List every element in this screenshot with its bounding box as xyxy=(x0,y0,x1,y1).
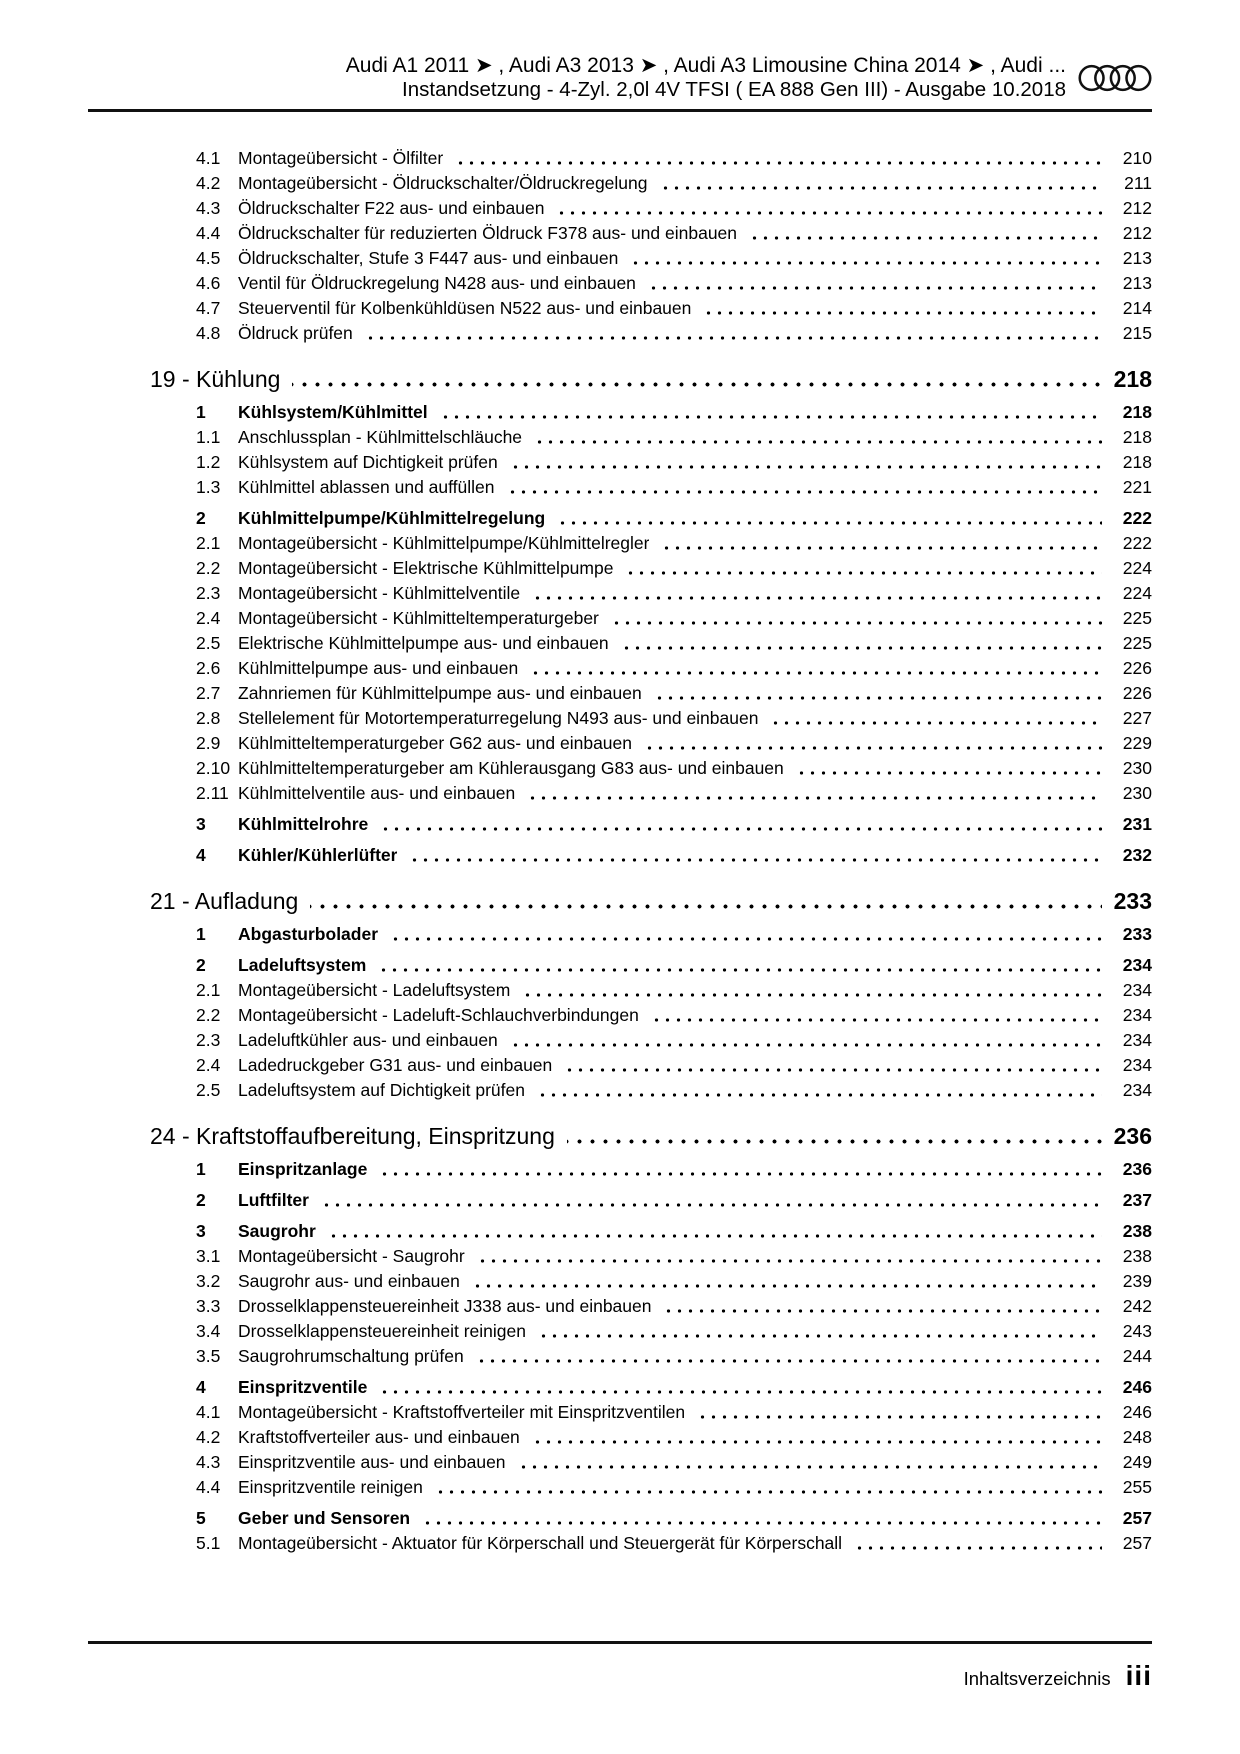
chapter-title: 21 - Aufladung xyxy=(150,888,299,914)
dot-leader xyxy=(376,1375,1102,1400)
page-number: 222 xyxy=(1122,508,1152,528)
entry-number: 4 xyxy=(196,1377,206,1397)
entry-number: 5.1 xyxy=(196,1533,221,1553)
page-number: 233 xyxy=(1122,924,1152,944)
entry-title: Öldruckschalter F22 aus- und einbauen xyxy=(238,198,545,218)
page-number: 234 xyxy=(1122,1005,1152,1025)
page-number: 213 xyxy=(1122,273,1152,293)
entry-title: Anschlussplan - Kühlmittelschläuche xyxy=(238,427,523,447)
page-number: 255 xyxy=(1122,1477,1152,1497)
page-number: 242 xyxy=(1122,1296,1152,1316)
entry-number: 1.2 xyxy=(196,452,221,472)
entry-number: 3.1 xyxy=(196,1246,221,1266)
toc-entry xyxy=(150,1028,1152,1053)
dot-leader xyxy=(377,812,1102,837)
entry-number: 3.3 xyxy=(196,1296,221,1316)
toc-entry xyxy=(150,146,1152,171)
entry-number: 2 xyxy=(196,955,206,975)
page-number: 249 xyxy=(1122,1452,1152,1472)
chapter-title: 24 - Kraftstoffaufbereitung, Einspritzung xyxy=(150,1123,555,1149)
toc-entry xyxy=(150,756,1152,781)
entry-number: 1.3 xyxy=(196,477,221,497)
entry-number: 4.5 xyxy=(196,248,221,268)
entry-number: 2.4 xyxy=(196,608,221,628)
dot-leader xyxy=(627,246,1102,271)
entry-title: Einspritzventile aus- und einbauen xyxy=(238,1452,506,1472)
chapter-row xyxy=(150,886,1152,916)
chapter-page-number: 218 xyxy=(1113,366,1152,392)
entry-number: 4.3 xyxy=(196,1452,221,1472)
entry-number: 2.2 xyxy=(196,558,221,578)
page-number: 225 xyxy=(1122,608,1152,628)
dot-leader xyxy=(507,450,1102,475)
entry-number: 4.2 xyxy=(196,1427,221,1447)
page-number: 214 xyxy=(1122,298,1152,318)
page-number: 236 xyxy=(1122,1159,1152,1179)
entry-title: Einspritzanlage xyxy=(238,1159,368,1179)
page-number: 246 xyxy=(1122,1377,1152,1397)
page-number: 212 xyxy=(1122,223,1152,243)
entry-title: Ladeluftsystem auf Dichtigkeit prüfen xyxy=(238,1080,525,1100)
entry-title: Montageübersicht - Kühlmittelventile xyxy=(238,583,521,603)
toc-entry xyxy=(150,731,1152,756)
chapter-title: 19 - Kühlung xyxy=(150,366,281,392)
page-number: 213 xyxy=(1122,248,1152,268)
dot-leader xyxy=(527,656,1102,681)
entry-title: Kühlsystem/Kühlmittel xyxy=(238,402,428,422)
dot-leader xyxy=(469,1269,1102,1294)
page-number: 257 xyxy=(1122,1508,1152,1528)
toc-entry xyxy=(150,953,1152,978)
entry-title: Kraftstoffverteiler aus- und einbauen xyxy=(238,1427,520,1447)
page-number: 227 xyxy=(1122,708,1152,728)
entry-title: Steuerventil für Kolbenkühldüsen N522 aus- und einbauen xyxy=(238,298,692,318)
audi-rings-icon xyxy=(1078,64,1152,92)
toc-entry xyxy=(150,581,1152,606)
toc-entry xyxy=(150,1003,1152,1028)
entry-title: Kühlmittelpumpe aus- und einbauen xyxy=(238,658,519,678)
dot-leader xyxy=(325,1219,1102,1244)
page-number: 230 xyxy=(1122,783,1152,803)
toc-entry xyxy=(150,506,1152,531)
dot-leader xyxy=(567,1121,1102,1151)
dot-leader xyxy=(660,1294,1102,1319)
entry-title: Montageübersicht - Saugrohr xyxy=(238,1246,465,1266)
page-number: 215 xyxy=(1122,323,1152,343)
dot-leader xyxy=(658,531,1102,556)
chapter-row xyxy=(150,1121,1152,1151)
page-number: 234 xyxy=(1122,1080,1152,1100)
dot-leader xyxy=(553,196,1102,221)
page-number: 212 xyxy=(1122,198,1152,218)
dot-leader xyxy=(651,681,1102,706)
page-number: 225 xyxy=(1122,633,1152,653)
table-of-contents xyxy=(0,112,1240,1556)
entry-title: Montageübersicht - Kühlmittelpumpe/Kühlmittelregler xyxy=(238,533,650,553)
entry-title: Kühlmitteltemperaturgeber am Kühlerausgang G83 aus- und einbauen xyxy=(238,758,784,778)
entry-title: Geber und Sensoren xyxy=(238,1508,411,1528)
toc-entry xyxy=(150,1294,1152,1319)
toc-entry xyxy=(150,1053,1152,1078)
entry-number: 4.7 xyxy=(196,298,221,318)
page-number: 234 xyxy=(1122,980,1152,1000)
entry-title: Montageübersicht - Aktuator für Körperschall und Steuergerät für Körperschall xyxy=(238,1533,843,1553)
header-subtitle: Instandsetzung - 4-Zyl. 2,0l 4V TFSI ( EA 888 Gen III) - Ausgabe 10.2018 xyxy=(402,78,1066,101)
toc-entry xyxy=(150,1375,1152,1400)
dot-leader xyxy=(554,506,1102,531)
entry-title: Kühlmittelrohre xyxy=(238,814,369,834)
entry-number: 2.8 xyxy=(196,708,221,728)
entry-title: Montageübersicht - Ladeluftsystem xyxy=(238,980,511,1000)
dot-leader xyxy=(700,296,1102,321)
chapter-page-number: 236 xyxy=(1113,1123,1152,1149)
toc-entry xyxy=(150,812,1152,837)
entry-number: 4.1 xyxy=(196,1402,221,1422)
toc-entry xyxy=(150,171,1152,196)
dot-leader xyxy=(524,781,1102,806)
entry-title: Drosselklappensteuereinheit J338 aus- und einbauen xyxy=(238,1296,652,1316)
dot-leader xyxy=(473,1344,1102,1369)
chapter-row xyxy=(150,364,1152,394)
footer-section-label: Inhaltsverzeichnis xyxy=(963,1668,1111,1689)
page-number: 237 xyxy=(1122,1190,1152,1210)
dot-leader xyxy=(531,425,1102,450)
toc-entry xyxy=(150,556,1152,581)
dot-leader xyxy=(793,756,1102,781)
entry-number: 4.6 xyxy=(196,273,221,293)
entry-title: Drosselklappensteuereinheit reinigen xyxy=(238,1321,526,1341)
entry-number: 4.4 xyxy=(196,223,221,243)
entry-title: Öldruckschalter für reduzierten Öldruck F378 aus- und einbauen xyxy=(238,223,738,243)
entry-number: 4.4 xyxy=(196,1477,221,1497)
dot-leader xyxy=(310,886,1102,916)
entry-number: 4.3 xyxy=(196,198,221,218)
entry-title: Montageübersicht - Kraftstoffverteiler mit Einspritzventilen xyxy=(238,1402,686,1422)
toc-entry xyxy=(150,1188,1152,1213)
dot-leader xyxy=(641,731,1102,756)
entry-number: 1 xyxy=(196,1159,206,1179)
entry-number: 3.5 xyxy=(196,1346,221,1366)
toc-entry xyxy=(150,1157,1152,1182)
footer-rule xyxy=(88,1641,1152,1644)
entry-number: 2.11 xyxy=(196,783,229,803)
page-number: 239 xyxy=(1122,1271,1152,1291)
toc-entry xyxy=(150,1219,1152,1244)
dot-leader xyxy=(746,221,1102,246)
toc-entry xyxy=(150,1269,1152,1294)
page-number: 218 xyxy=(1122,402,1152,422)
toc-entry xyxy=(150,196,1152,221)
toc-entry xyxy=(150,475,1152,500)
toc-entry xyxy=(150,843,1152,868)
toc-entry xyxy=(150,656,1152,681)
entry-number: 2.1 xyxy=(196,533,221,553)
toc-entry xyxy=(150,631,1152,656)
page-number: 248 xyxy=(1122,1427,1152,1447)
page-number: 230 xyxy=(1122,758,1152,778)
toc-entry xyxy=(150,400,1152,425)
dot-leader xyxy=(529,581,1102,606)
dot-leader xyxy=(292,364,1102,394)
toc-entry xyxy=(150,1531,1152,1556)
toc-entry xyxy=(150,1244,1152,1269)
page-number: 210 xyxy=(1122,148,1152,168)
entry-title: Kühlmittelpumpe/Kühlmittelregelung xyxy=(238,508,546,528)
toc-entry xyxy=(150,681,1152,706)
page-number: 257 xyxy=(1122,1533,1152,1553)
entry-number: 2 xyxy=(196,508,206,528)
dot-leader xyxy=(376,1157,1102,1182)
page-number: 238 xyxy=(1122,1221,1152,1241)
page-number: 211 xyxy=(1124,173,1152,193)
dot-leader xyxy=(622,556,1102,581)
entry-title: Ladeluftsystem xyxy=(238,955,367,975)
entry-number: 1 xyxy=(196,402,206,422)
dot-leader xyxy=(648,1003,1102,1028)
entry-title: Montageübersicht - Ladeluft-Schlauchverbindungen xyxy=(238,1005,639,1025)
entry-number: 2.5 xyxy=(196,1080,221,1100)
dot-leader xyxy=(767,706,1102,731)
toc-entry xyxy=(150,271,1152,296)
toc-entry xyxy=(150,1425,1152,1450)
dot-leader xyxy=(561,1053,1102,1078)
page-number: 218 xyxy=(1122,452,1152,472)
toc-entry xyxy=(150,425,1152,450)
dot-leader xyxy=(534,1078,1102,1103)
dot-leader xyxy=(694,1400,1102,1425)
dot-leader xyxy=(504,475,1102,500)
dot-leader xyxy=(432,1475,1102,1500)
page-number: 243 xyxy=(1122,1321,1152,1341)
entry-title: Öldruck prüfen xyxy=(238,323,353,343)
entry-number: 2.1 xyxy=(196,980,221,1000)
dot-leader xyxy=(318,1188,1102,1213)
toc-entry xyxy=(150,531,1152,556)
page-number: 222 xyxy=(1122,533,1152,553)
dot-leader xyxy=(375,953,1102,978)
entry-number: 2.9 xyxy=(196,733,221,753)
entry-title: Kühlmittelventile aus- und einbauen xyxy=(238,783,516,803)
page-number: 232 xyxy=(1122,845,1152,865)
entry-number: 5 xyxy=(196,1508,206,1528)
dot-leader xyxy=(507,1028,1102,1053)
entry-number: 4.2 xyxy=(196,173,221,193)
entry-number: 4.1 xyxy=(196,148,221,168)
header-text-block xyxy=(346,54,1066,102)
entry-title: Saugrohr xyxy=(238,1221,316,1241)
dot-leader xyxy=(529,1425,1102,1450)
toc-entry xyxy=(150,606,1152,631)
page-number: 229 xyxy=(1122,733,1152,753)
entry-title: Kühlmittel ablassen und auffüllen xyxy=(238,477,495,497)
entry-title: Kühler/Kühlerlüfter xyxy=(238,845,398,865)
toc-entry xyxy=(150,296,1152,321)
entry-number: 2.7 xyxy=(196,683,221,703)
entry-title: Kühlsystem auf Dichtigkeit prüfen xyxy=(238,452,498,472)
dot-leader xyxy=(851,1531,1102,1556)
dot-leader xyxy=(535,1319,1102,1344)
entry-number: 3 xyxy=(196,1221,206,1241)
entry-number: 1.1 xyxy=(196,427,221,447)
page-number: 246 xyxy=(1122,1402,1152,1422)
dot-leader xyxy=(419,1506,1102,1531)
entry-title: Montageübersicht - Elektrische Kühlmittelpumpe xyxy=(238,558,614,578)
dot-leader xyxy=(362,321,1102,346)
dot-leader xyxy=(657,171,1103,196)
entry-number: 2.3 xyxy=(196,583,221,603)
dot-leader xyxy=(608,606,1102,631)
page-number: 234 xyxy=(1122,955,1152,975)
chapter-page-number: 233 xyxy=(1113,888,1152,914)
toc-entry xyxy=(150,1400,1152,1425)
dot-leader xyxy=(519,978,1102,1003)
entry-title: Ladedruckgeber G31 aus- und einbauen xyxy=(238,1055,553,1075)
entry-title: Einspritzventile reinigen xyxy=(238,1477,423,1497)
footer-page-number: iii xyxy=(1125,1660,1152,1691)
page-number: 226 xyxy=(1122,658,1152,678)
toc-entry xyxy=(150,321,1152,346)
page-number: 234 xyxy=(1122,1055,1152,1075)
toc-entry xyxy=(150,1450,1152,1475)
toc-entry xyxy=(150,450,1152,475)
page-number: 224 xyxy=(1122,558,1152,578)
dot-leader xyxy=(452,146,1102,171)
toc-entry xyxy=(150,922,1152,947)
entry-number: 2.10 xyxy=(196,758,231,778)
entry-number: 3.2 xyxy=(196,1271,221,1291)
entry-title: Luftfilter xyxy=(238,1190,309,1210)
entry-number: 3.4 xyxy=(196,1321,221,1341)
toc-entry xyxy=(150,1319,1152,1344)
entry-number: 3 xyxy=(196,814,206,834)
entry-title: Kühlmitteltemperaturgeber G62 aus- und einbauen xyxy=(238,733,632,753)
toc-entry xyxy=(150,978,1152,1003)
entry-title: Öldruckschalter, Stufe 3 F447 aus- und einbauen xyxy=(238,248,619,268)
page-number: 231 xyxy=(1122,814,1152,834)
entry-title: Ladeluftkühler aus- und einbauen xyxy=(238,1030,498,1050)
toc-entry xyxy=(150,1344,1152,1369)
page-header xyxy=(0,0,1240,112)
entry-title: Montageübersicht - Öldruckschalter/Öldruckregelung xyxy=(238,173,648,193)
page-number: 238 xyxy=(1122,1246,1152,1266)
page-number: 218 xyxy=(1122,427,1152,447)
entry-number: 1 xyxy=(196,924,206,944)
page-number: 226 xyxy=(1122,683,1152,703)
dot-leader xyxy=(437,400,1102,425)
entry-title: Abgasturbolader xyxy=(238,924,379,944)
page-number: 224 xyxy=(1122,583,1152,603)
page-footer xyxy=(88,1641,1152,1692)
dot-leader xyxy=(406,843,1102,868)
entry-title: Montageübersicht - Ölfilter xyxy=(238,148,444,168)
entry-title: Saugrohr aus- und einbauen xyxy=(238,1271,460,1291)
entry-number: 2.4 xyxy=(196,1055,221,1075)
toc-entry xyxy=(150,1506,1152,1531)
header-models-line: Audi A1 2011 ➤ , Audi A3 2013 ➤ , Audi A3 Limousine China 2014 ➤ , Audi ... xyxy=(345,54,1066,77)
entry-number: 2.6 xyxy=(196,658,221,678)
entry-number: 4 xyxy=(196,845,206,865)
dot-leader xyxy=(645,271,1102,296)
entry-title: Einspritzventile xyxy=(238,1377,368,1397)
entry-title: Stellelement für Motortemperaturregelung N493 aus- und einbauen xyxy=(238,708,759,728)
toc-entry xyxy=(150,781,1152,806)
page-number: 244 xyxy=(1122,1346,1152,1366)
entry-number: 2 xyxy=(196,1190,206,1210)
toc-entry xyxy=(150,1475,1152,1500)
entry-number: 2.2 xyxy=(196,1005,221,1025)
entry-title: Montageübersicht - Kühlmitteltemperaturgeber xyxy=(238,608,599,628)
dot-leader xyxy=(618,631,1102,656)
toc-entry xyxy=(150,246,1152,271)
entry-title: Saugrohrumschaltung prüfen xyxy=(238,1346,464,1366)
page-number: 221 xyxy=(1122,477,1152,497)
dot-leader xyxy=(474,1244,1102,1269)
entry-title: Zahnriemen für Kühlmittelpumpe aus- und einbauen xyxy=(238,683,642,703)
toc-entry xyxy=(150,706,1152,731)
toc-entry xyxy=(150,1078,1152,1103)
page-number: 234 xyxy=(1122,1030,1152,1050)
dot-leader xyxy=(515,1450,1102,1475)
toc-entry xyxy=(150,221,1152,246)
entry-number: 2.5 xyxy=(196,633,221,653)
entry-number: 2.3 xyxy=(196,1030,221,1050)
entry-title: Elektrische Kühlmittelpumpe aus- und einbauen xyxy=(238,633,609,653)
dot-leader xyxy=(387,922,1102,947)
entry-title: Ventil für Öldruckregelung N428 aus- und einbauen xyxy=(238,273,636,293)
entry-number: 4.8 xyxy=(196,323,221,343)
